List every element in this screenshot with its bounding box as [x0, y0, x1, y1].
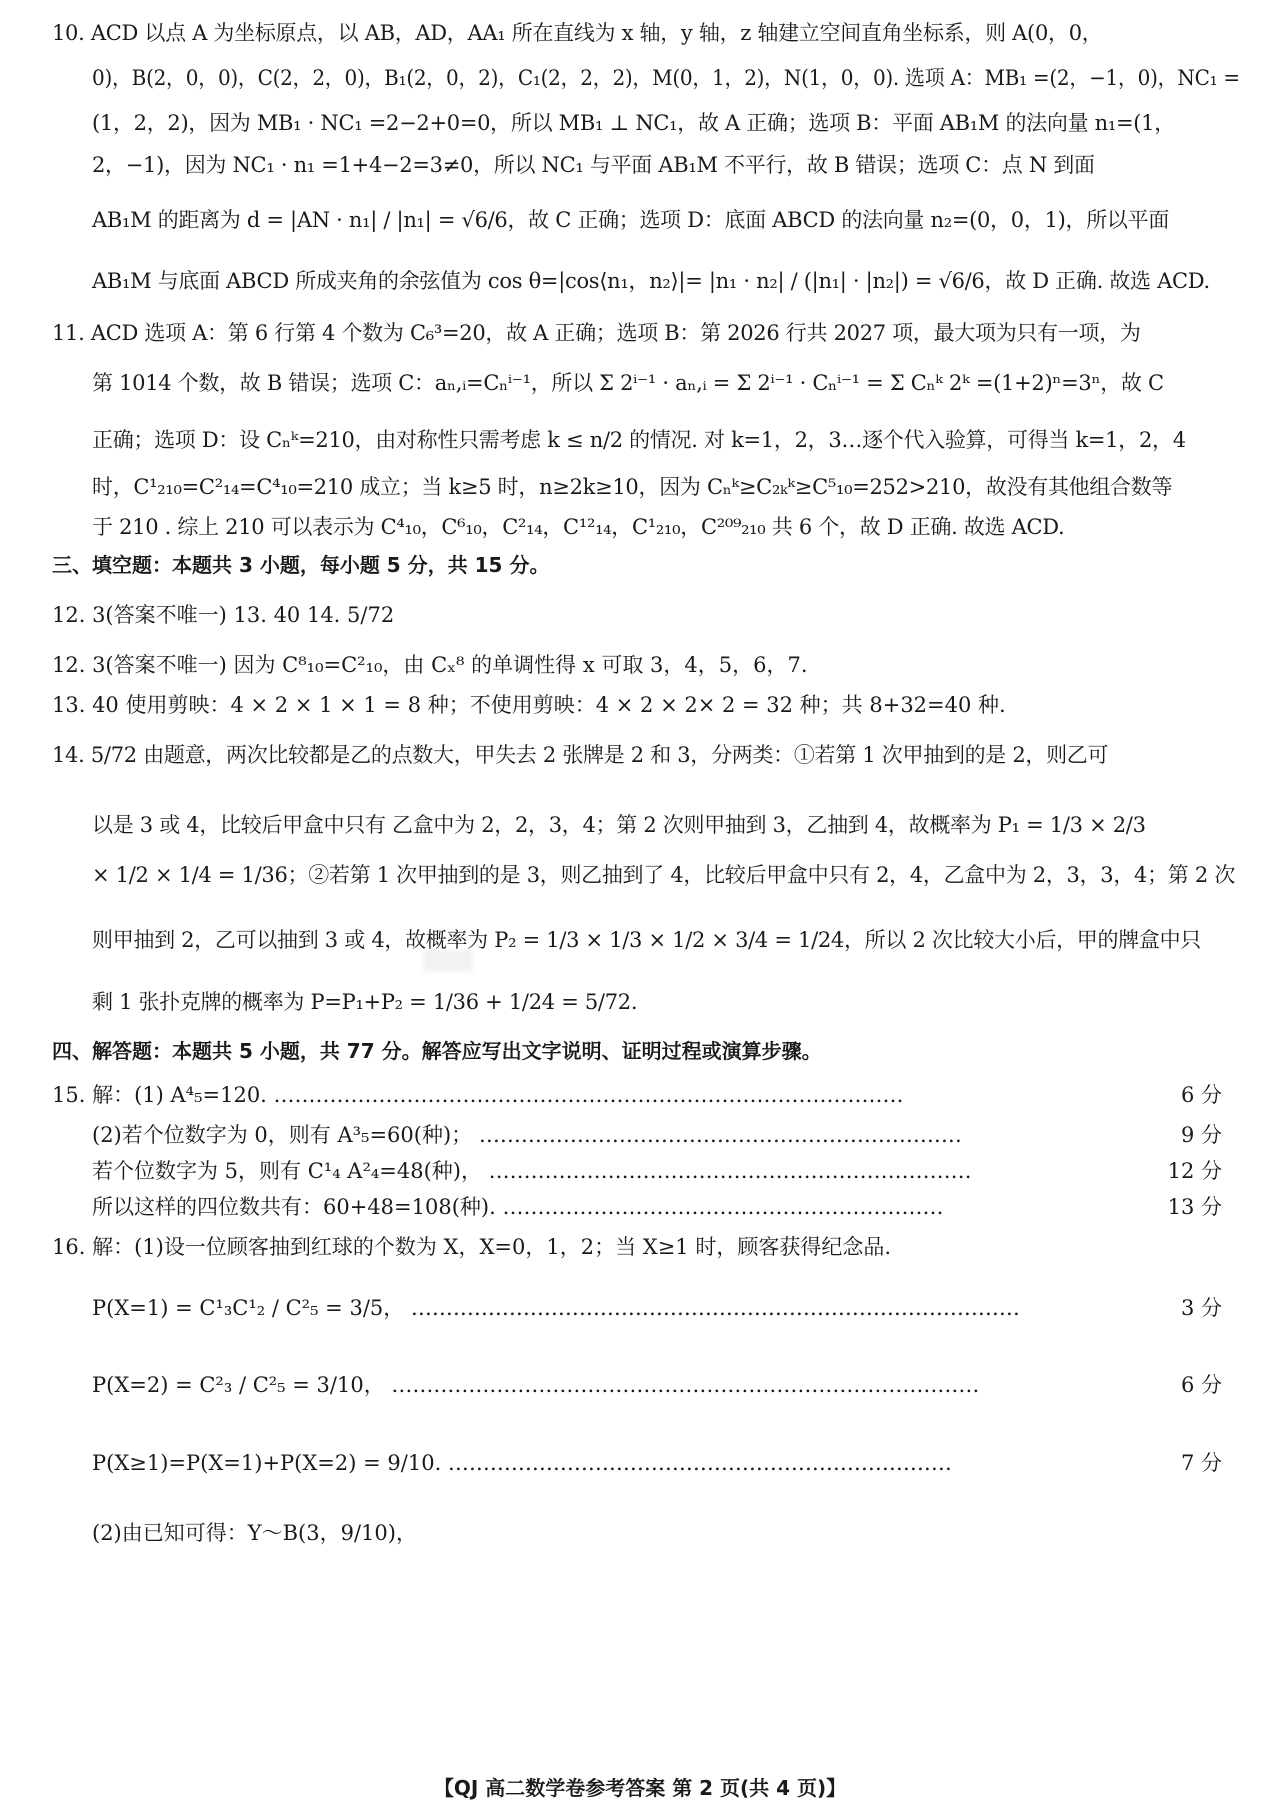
- q15-line-2: (2)若个位数字为 0，则有 A³₅=60(种)； ……………………………………………………………: [92, 1123, 962, 1147]
- q15-score-4: 13 分: [1167, 1195, 1222, 1219]
- q11-line-5: 于 210 . 综上 210 可以表示为 C⁴₁₀，C⁶₁₀，C²₁₄，C¹²₁₄，C¹₂₁₀，C²⁰⁹₂₁₀ 共 6 个，故 D 正确. 故选 ACD.: [92, 515, 1065, 539]
- q16-line-5: (2)由已知可得：Y～B(3，9/10)，: [92, 1521, 417, 1545]
- q11-line-2: 第 1014 个数，故 B 错误；选项 C：aₙ,ᵢ=Cₙⁱ⁻¹，所以 Σ 2ⁱ⁻¹ · aₙ,ᵢ = Σ 2ⁱ⁻¹ · Cₙⁱ⁻¹ = Σ Cₙᵏ 2ᵏ =(1+2)ⁿ=3ⁿ，故 C: [92, 371, 1164, 395]
- q11-line-1: 11. ACD 选项 A：第 6 行第 4 个数为 C₆³=20，故 A 正确；选项 B：第 2026 行共 2027 项，最大项为只有一项，为: [52, 321, 1141, 345]
- q15-line-4: 所以这样的四位数共有：60+48=108(种). ………………………………………………………: [92, 1195, 944, 1219]
- q15-score-3: 12 分: [1167, 1159, 1222, 1183]
- q14-line-5: 剩 1 张扑克牌的概率为 P=P₁+P₂ = 1/36 + 1/24 = 5/72.: [92, 990, 638, 1014]
- q16-line-4: P(X≥1)=P(X=1)+P(X=2) = 9/10. ………………………………………………………………: [92, 1451, 952, 1475]
- q11-line-3: 正确；选项 D：设 Cₙᵏ=210，由对称性只需考虑 k ≤ n/2 的情况. 对 k=1，2，3…逐个代入验算，可得当 k=1，2，4: [92, 428, 1186, 452]
- q15-score-1: 6 分: [1180, 1083, 1222, 1107]
- section-4-title: 四、解答题：本题共 5 小题，共 77 分。解答应写出文字说明、证明过程或演算步骤。: [52, 1039, 822, 1063]
- q10-line-3: (1，2，2)，因为 MB₁ · NC₁ =2−2+0=0，所以 MB₁ ⊥ NC₁，故 A 正确；选项 B：平面 AB₁M 的法向量 n₁=(1，: [92, 111, 1175, 135]
- q14-line-2: 以是 3 或 4，比较后甲盒中只有 乙盒中为 2，2，3，4；第 2 次则甲抽到 3，乙抽到 4，故概率为 P₁ = 1/3 × 2/3: [92, 813, 1146, 837]
- q10-line-5: AB₁M 的距离为 d = |AN · n₁| / |n₁| = √6/6，故 C 正确；选项 D：底面 ABCD 的法向量 n₂=(0，0，1)，所以平面: [92, 208, 1170, 232]
- q16-score-4: 7 分: [1180, 1451, 1222, 1475]
- q14-line-1: 14. 5/72 由题意，两次比较都是乙的点数大，甲失去 2 张牌是 2 和 3，分两类：①若第 1 次甲抽到的是 2，则乙可: [52, 743, 1109, 767]
- q16-line-1: 16. 解：(1)设一位顾客抽到红球的个数为 X，X=0，1，2；当 X≥1 时，顾客获得纪念品.: [52, 1235, 892, 1259]
- section-3-answers: 12. 3(答案不唯一) 13. 40 14. 5/72: [52, 603, 395, 627]
- q16-score-2: 3 分: [1180, 1296, 1222, 1320]
- q15-score-2: 9 分: [1180, 1123, 1222, 1147]
- page-footer: 【QJ 高二数学卷参考答案 第 2 页(共 4 页)】: [433, 1776, 847, 1800]
- q16-line-3: P(X=2) = C²₃ / C²₅ = 3/10， …………………………………………………………………………: [92, 1373, 980, 1397]
- q14-line-4: 则甲抽到 2，乙可以抽到 3 或 4，故概率为 P₂ = 1/3 × 1/3 × 1/2 × 3/4 = 1/24，所以 2 次比较大小后，甲的牌盒中只: [92, 928, 1201, 952]
- q11-line-4: 时，C¹₂₁₀=C²₁₄=C⁴₁₀=210 成立；当 k≥5 时，n≥2k≥10，因为 Cₙᵏ≥C₂ₖᵏ≥C⁵₁₀=252>210，故没有其他组合数等: [92, 475, 1173, 499]
- q10-line-1: 10. ACD 以点 A 为坐标原点，以 AB，AD，AA₁ 所在直线为 x 轴，y 轴，z 轴建立空间直角坐标系，则 A(0，0，: [52, 21, 1103, 45]
- q15-line-3: 若个位数字为 5，则有 C¹₄ A²₄=48(种)， ……………………………………………………………: [92, 1159, 972, 1183]
- q10-line-4: 2，−1)，因为 NC₁ · n₁ =1+4−2=3≠0，所以 NC₁ 与平面 AB₁M 不平行，故 B 错误；选项 C：点 N 到面: [92, 153, 1095, 177]
- section-3-title: 三、填空题：本题共 3 小题，每小题 5 分，共 15 分。: [52, 553, 550, 577]
- q16-score-3: 6 分: [1180, 1373, 1222, 1397]
- q14-line-3: × 1/2 × 1/4 = 1/36；②若第 1 次甲抽到的是 3，则乙抽到了 4，比较后甲盒中只有 2，4，乙盒中为 2，3，3，4；第 2 次: [92, 863, 1236, 887]
- q12-solution: 12. 3(答案不唯一) 因为 C⁸₁₀=C²₁₀，由 Cₓ⁸ 的单调性得 x 可取 3，4，5，6，7.: [52, 653, 808, 677]
- q10-line-2: 0)，B(2，0，0)，C(2，2，0)，B₁(2，0，2)，C₁(2，2，2)，M(0，1，2)，N(1，0，0). 选项 A：MB₁ =(2，−1，0)，NC₁ =: [92, 66, 1240, 90]
- q10-line-6: AB₁M 与底面 ABCD 所成夹角的余弦值为 cos θ=|cos⟨n₁，n₂⟩|= |n₁ · n₂| / (|n₁| · |n₂|) = √6/6，故 D 正确. 故选 ACD.: [92, 269, 1210, 293]
- q15-line-1: 15. 解：(1) A⁴₅=120. ………………………………………………………………………………: [52, 1083, 904, 1107]
- q16-line-2: P(X=1) = C¹₃C¹₂ / C²₅ = 3/5， ……………………………………………………………………………: [92, 1296, 1020, 1320]
- q13-solution: 13. 40 使用剪映：4 × 2 × 1 × 1 = 8 种；不使用剪映：4 × 2 × 2× 2 = 32 种；共 8+32=40 种.: [52, 693, 1006, 717]
